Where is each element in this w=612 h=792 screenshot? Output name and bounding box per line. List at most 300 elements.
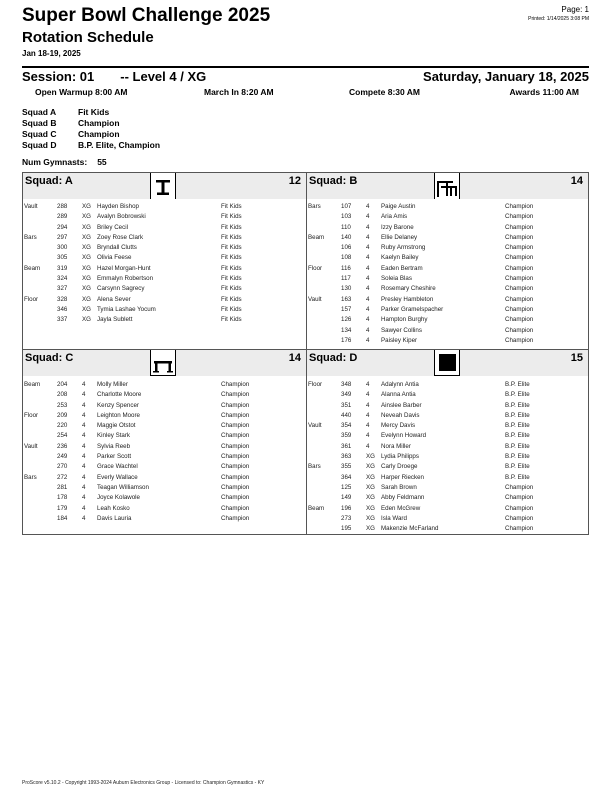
gymnast-club: Champion <box>221 391 250 399</box>
squad-legend-clubs: Champion <box>78 129 120 139</box>
gymnast-club: Fit Kids <box>221 203 242 210</box>
gymnast-level: 4 <box>82 514 86 522</box>
gymnast-name: Nora Miller <box>381 442 411 450</box>
gymnast-row <box>23 296 306 306</box>
gymnast-level: 4 <box>366 275 370 283</box>
competitor-number: 107 <box>341 203 352 210</box>
vault-table-icon <box>150 350 176 376</box>
gymnast-row <box>307 213 588 223</box>
competitor-number: 355 <box>341 463 352 471</box>
competitor-number: 106 <box>341 244 352 252</box>
squad-legend-clubs: B.P. Elite, Champion <box>78 140 161 150</box>
num-gymnasts-label: Num Gymnasts: <box>22 157 88 167</box>
gymnast-club: Champion <box>505 295 534 303</box>
competitor-number: 364 <box>341 473 352 481</box>
gymnast-name: Ainslee Barber <box>381 401 422 409</box>
competitor-number: 220 <box>57 422 68 430</box>
session-level: -- Level 4 / XG <box>120 69 207 84</box>
gymnast-level: XG <box>82 285 91 293</box>
gymnast-name: Jayla Sublett <box>97 316 133 324</box>
competitor-number: 208 <box>57 391 68 399</box>
gymnast-row <box>23 203 306 213</box>
gymnast-club: Champion <box>505 254 534 262</box>
session-date: Saturday, January 18, 2025 <box>423 69 589 84</box>
gymnast-name: Ruby Armstrong <box>381 244 426 252</box>
rotation-event: Bars <box>24 233 37 241</box>
gymnast-name: Molly Miller <box>97 381 128 388</box>
competitor-number: 134 <box>341 326 352 334</box>
gymnast-name: Makenzie McFarland <box>381 525 439 533</box>
gymnast-row <box>307 463 588 473</box>
gymnast-club: B.P. Elite <box>505 381 530 388</box>
gymnast-club: Fit Kids <box>221 223 242 231</box>
gymnast-level: 4 <box>366 203 370 210</box>
gymnast-row <box>23 306 306 316</box>
session-heading <box>22 69 206 84</box>
squad-legend-row <box>22 140 160 150</box>
competitor-number: 361 <box>341 442 352 450</box>
squad-count: 14 <box>288 352 301 364</box>
competitor-number: 288 <box>57 203 68 210</box>
gymnast-row <box>307 316 588 326</box>
gymnast-club: Fit Kids <box>221 254 242 262</box>
competitor-number: 253 <box>57 401 68 409</box>
competitor-number: 273 <box>341 514 352 522</box>
gymnast-level: XG <box>366 463 375 471</box>
gymnast-club: Champion <box>221 463 250 471</box>
gymnast-club: Champion <box>505 244 534 252</box>
gymnast-level: 4 <box>366 213 370 221</box>
gymnast-row <box>23 391 306 401</box>
rotation-event: Vault <box>308 295 322 303</box>
gymnast-level: XG <box>82 275 91 283</box>
squad-panel-b <box>307 173 588 349</box>
squad-legend-squad: Squad C <box>22 129 57 139</box>
gymnast-name: Kinley Stark <box>97 432 131 440</box>
gymnast-row <box>23 432 306 442</box>
gymnast-row <box>307 337 588 347</box>
gymnast-row <box>307 453 588 463</box>
gymnast-row <box>23 224 306 234</box>
gymnast-row <box>307 525 588 535</box>
competitor-number: 204 <box>57 381 68 388</box>
rotation-event: Beam <box>308 504 325 512</box>
gymnast-level: XG <box>82 305 91 313</box>
gymnast-name: Kaelyn Bailey <box>381 254 419 262</box>
gymnast-name: Everly Wallace <box>97 473 138 481</box>
gymnast-row <box>307 327 588 337</box>
gymnast-level: 4 <box>82 432 86 440</box>
squad-panel-c <box>23 349 307 534</box>
gymnast-row <box>307 306 588 316</box>
gymnast-level: 4 <box>82 391 86 399</box>
competitor-number: 324 <box>57 275 68 283</box>
squad-roster <box>307 381 588 535</box>
gymnast-club: Fit Kids <box>221 264 242 272</box>
gymnast-row <box>307 402 588 412</box>
gymnast-name: Izzy Barone <box>381 223 414 231</box>
gymnast-level: 4 <box>366 411 370 419</box>
gymnast-level: XG <box>366 473 375 481</box>
competitor-number: 294 <box>57 223 68 231</box>
gymnast-name: Olivia Feese <box>97 254 132 262</box>
competitor-number: 163 <box>341 295 352 303</box>
gymnast-name: Isla Ward <box>381 514 407 522</box>
gymnast-name: Davis Lauria <box>97 514 132 522</box>
gymnast-level: 4 <box>366 381 370 388</box>
gymnast-club: Champion <box>221 483 250 491</box>
gymnast-club: Champion <box>505 316 534 324</box>
bars-icon <box>434 173 460 199</box>
gymnast-name: Tymia Lashae Yocum <box>97 305 156 313</box>
session-label: Session: 01 <box>22 69 95 84</box>
footer-copyright: ProScore v5.10.2 - Copyright 1993-2024 Auburn Electronics Group - Licensed to: Champion Gymnastics - KY <box>22 780 265 786</box>
rotation-event: Beam <box>24 381 41 388</box>
competitor-number: 359 <box>341 432 352 440</box>
gymnast-name: Carly Droege <box>381 463 418 471</box>
gymnast-row <box>307 285 588 295</box>
gymnast-name: Abby Feldmann <box>381 494 425 502</box>
gymnast-club: Champion <box>221 494 250 502</box>
gymnast-club: Fit Kids <box>221 244 242 252</box>
competitor-number: 281 <box>57 483 68 491</box>
squad-count: 15 <box>570 352 583 364</box>
gymnast-club: Champion <box>505 514 534 522</box>
gymnast-name: Paisley Kiper <box>381 336 418 344</box>
gymnast-row <box>307 412 588 422</box>
competitor-number: 209 <box>57 411 68 419</box>
gymnast-name: Parker Gramelspacher <box>381 305 444 313</box>
gymnast-name: Ellie Delaney <box>381 233 418 241</box>
gymnast-row <box>23 494 306 504</box>
gymnast-level: 4 <box>366 254 370 262</box>
competitor-number: 178 <box>57 494 68 502</box>
gymnast-name: Presley Hambleton <box>381 295 434 303</box>
gymnast-row <box>307 443 588 453</box>
gymnast-level: XG <box>82 254 91 262</box>
gymnast-club: Champion <box>505 213 534 221</box>
competitor-number: 130 <box>341 285 352 293</box>
squad-legend-clubs: Champion <box>78 118 120 128</box>
gymnast-club: Champion <box>505 305 534 313</box>
gymnast-club: B.P. Elite <box>505 422 530 430</box>
squad-panel-d <box>307 349 588 534</box>
competitor-number: 349 <box>341 391 352 399</box>
gymnast-name: Bryndall Clutts <box>97 244 137 252</box>
gymnast-club: Fit Kids <box>221 233 242 241</box>
gymnast-level: 4 <box>82 401 86 409</box>
gymnast-row <box>23 463 306 473</box>
gymnast-club: Champion <box>221 473 250 481</box>
competitor-number: 351 <box>341 401 352 409</box>
gymnast-name: Kenzy Spencer <box>97 401 139 409</box>
gymnast-level: 4 <box>82 381 86 388</box>
open-warmup-time: Open Warmup 8:00 AM <box>35 87 128 97</box>
rotation-event: Beam <box>308 233 325 241</box>
competitor-number: 184 <box>57 514 68 522</box>
competitor-number: 346 <box>57 305 68 313</box>
gymnast-name: Avalyn Bobrowski <box>97 213 146 221</box>
meet-dates: Jan 18-19, 2025 <box>22 49 81 58</box>
gymnast-level: 4 <box>366 316 370 324</box>
gymnast-club: Champion <box>505 494 534 502</box>
gymnast-club: Champion <box>505 264 534 272</box>
meet-title: Super Bowl Challenge 2025 <box>22 5 271 26</box>
gymnast-row <box>307 254 588 264</box>
gymnast-level: 4 <box>82 494 86 502</box>
gymnast-name: Sylvia Reeb <box>97 442 131 450</box>
gymnast-name: Briley Cecil <box>97 223 128 231</box>
gymnast-row <box>23 244 306 254</box>
competitor-number: 176 <box>341 336 352 344</box>
gymnast-row <box>23 443 306 453</box>
competitor-number: 363 <box>341 453 352 461</box>
gymnast-row <box>23 474 306 484</box>
competitor-number: 195 <box>341 525 352 533</box>
gymnast-row <box>23 381 306 391</box>
gymnast-row <box>307 296 588 306</box>
gymnast-club: B.P. Elite <box>505 442 530 450</box>
gymnast-name: Eaden Bertram <box>381 264 423 272</box>
gymnast-club: Champion <box>221 401 250 409</box>
gymnast-level: 4 <box>82 483 86 491</box>
gymnast-club: Champion <box>505 504 534 512</box>
gymnast-club: B.P. Elite <box>505 473 530 481</box>
gymnast-row <box>23 285 306 295</box>
gymnast-level: 4 <box>366 401 370 409</box>
gymnast-level: 4 <box>82 442 86 450</box>
competitor-number: 149 <box>341 494 352 502</box>
gymnast-name: Evelynn Howard <box>381 432 427 440</box>
gymnast-club: B.P. Elite <box>505 401 530 409</box>
gymnast-name: Harper Riecken <box>381 473 424 481</box>
gymnast-row <box>307 494 588 504</box>
report-subtitle: Rotation Schedule <box>22 29 154 46</box>
gymnast-row <box>307 275 588 285</box>
gymnast-club: Champion <box>221 453 250 461</box>
page-number: Page: 1 <box>561 5 589 14</box>
squad-count: 12 <box>288 175 301 187</box>
gymnast-row <box>23 484 306 494</box>
gymnast-name: Grace Wachtel <box>97 463 138 471</box>
gymnast-row <box>23 402 306 412</box>
competitor-number: 179 <box>57 504 68 512</box>
gymnast-row <box>23 453 306 463</box>
competitor-number: 140 <box>341 233 352 241</box>
gymnast-club: B.P. Elite <box>505 391 530 399</box>
gymnast-level: XG <box>366 483 375 491</box>
gymnast-level: 4 <box>366 264 370 272</box>
squad-legend-row <box>22 107 109 117</box>
gymnast-level: XG <box>82 244 91 252</box>
gymnast-name: Adalynn Antia <box>381 381 419 388</box>
gymnast-name: Hayden Bishop <box>97 203 139 210</box>
competitor-number: 236 <box>57 442 68 450</box>
beam-icon <box>150 173 176 199</box>
rotation-event: Bars <box>308 203 321 210</box>
rotation-event: Floor <box>308 381 323 388</box>
competitor-number: 254 <box>57 432 68 440</box>
squad-roster <box>307 203 588 347</box>
squad-name: Squad: B <box>309 175 358 187</box>
gymnast-club: Champion <box>221 422 250 430</box>
gymnast-name: Parker Scott <box>97 453 132 461</box>
gymnast-row <box>23 213 306 223</box>
gymnast-level: 4 <box>366 432 370 440</box>
competitor-number: 337 <box>57 316 68 324</box>
gymnast-level: 4 <box>366 233 370 241</box>
competitor-number: 319 <box>57 264 68 272</box>
gymnast-club: Champion <box>505 233 534 241</box>
gymnast-name: Eden McGrew <box>381 504 421 512</box>
competitor-number: 116 <box>341 264 351 272</box>
printed-timestamp: Printed: 1/14/2025 3:08 PM <box>528 16 589 22</box>
num-gymnasts <box>22 157 107 167</box>
gymnast-row <box>307 432 588 442</box>
gymnast-club: B.P. Elite <box>505 411 530 419</box>
competitor-number: 103 <box>341 213 352 221</box>
competitor-number: 354 <box>341 422 352 430</box>
competitor-number: 328 <box>57 295 68 303</box>
competitor-number: 348 <box>341 381 352 388</box>
gymnast-level: XG <box>82 295 91 303</box>
gymnast-club: Champion <box>505 275 534 283</box>
squad-roster <box>23 203 306 327</box>
gymnast-club: Champion <box>505 525 534 533</box>
gymnast-club: Champion <box>221 381 250 388</box>
competitor-number: 249 <box>57 453 68 461</box>
gymnast-row <box>307 515 588 525</box>
gymnast-row <box>307 234 588 244</box>
gymnast-club: Champion <box>505 285 534 293</box>
gymnast-name: Soleia Blas <box>381 275 412 283</box>
gymnast-club: Champion <box>505 203 534 210</box>
competitor-number: 117 <box>341 275 351 283</box>
compete-time: Compete 8:30 AM <box>349 87 421 97</box>
gymnast-level: 4 <box>366 223 370 231</box>
competitor-number: 300 <box>57 244 68 252</box>
rotation-event: Floor <box>24 411 39 419</box>
gymnast-level: 4 <box>366 442 370 450</box>
gymnast-level: 4 <box>366 305 370 313</box>
competitor-number: 289 <box>57 213 68 221</box>
gymnast-club: Champion <box>221 442 250 450</box>
gymnast-name: Mercy Davis <box>381 422 416 430</box>
gymnast-row <box>307 244 588 254</box>
gymnast-club: Fit Kids <box>221 305 242 313</box>
gymnast-row <box>307 381 588 391</box>
gymnast-level: 4 <box>82 422 86 430</box>
gymnast-name: Alanna Antia <box>381 391 416 399</box>
gymnast-row <box>307 391 588 401</box>
squad-count: 14 <box>570 175 583 187</box>
header-divider <box>22 66 589 68</box>
gymnast-name: Aria Amis <box>381 213 408 221</box>
gymnast-level: XG <box>366 514 375 522</box>
gymnast-name: Hazel Morgan-Hunt <box>97 264 151 272</box>
gymnast-club: Champion <box>505 336 534 344</box>
competitor-number: 440 <box>341 411 352 419</box>
gymnast-name: Teagan Williamson <box>97 483 149 491</box>
gymnast-row <box>307 224 588 234</box>
gymnast-club: B.P. Elite <box>505 453 530 461</box>
squad-legend-squad: Squad D <box>22 140 57 150</box>
gymnast-level: XG <box>366 504 375 512</box>
gymnast-level: XG <box>366 525 375 533</box>
squad-name: Squad: C <box>25 352 74 364</box>
gymnast-name: Zoey Rose Clark <box>97 233 144 241</box>
squad-name: Squad: A <box>25 175 73 187</box>
gymnast-level: 4 <box>82 504 86 512</box>
squad-legend-squad: Squad A <box>22 107 57 117</box>
gymnast-club: Fit Kids <box>221 285 242 293</box>
gymnast-row <box>23 422 306 432</box>
gymnast-club: Fit Kids <box>221 295 242 303</box>
march-in-time: March In 8:20 AM <box>204 87 274 97</box>
squad-legend-row <box>22 129 120 139</box>
gymnast-name: Neveah Davis <box>381 411 420 419</box>
squad-header <box>23 173 306 199</box>
squad-roster <box>23 381 306 525</box>
gymnast-club: Fit Kids <box>221 213 242 221</box>
competitor-number: 157 <box>341 305 352 313</box>
num-gymnasts-value: 55 <box>97 157 107 167</box>
competitor-number: 270 <box>57 463 68 471</box>
squad-name: Squad: D <box>309 352 358 364</box>
squad-panel-a <box>23 173 307 349</box>
gymnast-row <box>23 275 306 285</box>
gymnast-club: Fit Kids <box>221 275 242 283</box>
gymnast-name: Lydia Philipps <box>381 453 419 461</box>
gymnast-name: Maggie Otstot <box>97 422 136 430</box>
gymnast-level: XG <box>82 213 91 221</box>
gymnast-level: XG <box>82 223 91 231</box>
gymnast-level: XG <box>366 453 375 461</box>
gymnast-row <box>307 484 588 494</box>
gymnast-row <box>23 265 306 275</box>
competitor-number: 126 <box>341 316 352 324</box>
squad-legend-row <box>22 118 120 128</box>
gymnast-level: 4 <box>366 295 370 303</box>
gymnast-row <box>23 234 306 244</box>
rotation-event: Bars <box>24 473 37 481</box>
gymnast-level: 4 <box>366 285 370 293</box>
gymnast-club: Champion <box>221 432 250 440</box>
gymnast-club: Champion <box>221 411 250 419</box>
rotation-event: Vault <box>24 203 38 210</box>
gymnast-club: Champion <box>221 504 250 512</box>
rotation-event: Floor <box>24 295 39 303</box>
gymnast-row <box>307 422 588 432</box>
gymnast-club: B.P. Elite <box>505 463 530 471</box>
rotation-event: Vault <box>24 442 38 450</box>
gymnast-row <box>307 203 588 213</box>
gymnast-club: Champion <box>505 223 534 231</box>
gymnast-level: 4 <box>82 411 86 419</box>
gymnast-name: Paige Austin <box>381 203 416 210</box>
gymnast-club: Champion <box>505 326 534 334</box>
gymnast-club: Fit Kids <box>221 316 242 324</box>
rotation-grid <box>22 172 589 535</box>
gymnast-level: 4 <box>82 453 86 461</box>
competitor-number: 272 <box>57 473 68 481</box>
competitor-number: 196 <box>341 504 352 512</box>
squad-header <box>23 350 306 376</box>
rotation-event: Floor <box>308 264 323 272</box>
gymnast-row <box>23 412 306 422</box>
gymnast-name: Sawyer Collins <box>381 326 422 334</box>
rotation-event: Bars <box>308 463 321 471</box>
